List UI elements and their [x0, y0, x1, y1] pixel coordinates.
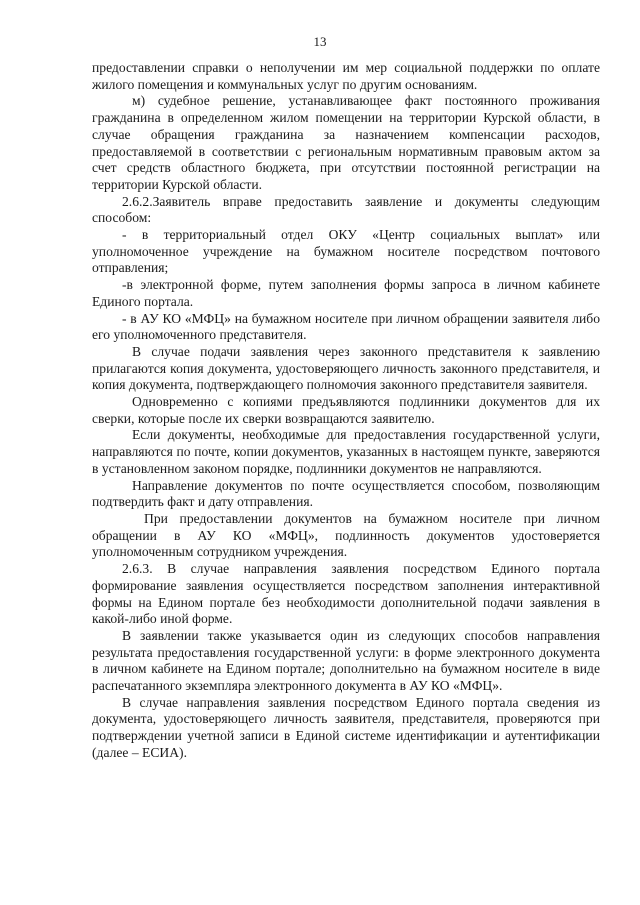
paragraph-section-2-6-2: 2.6.2.Заявитель вправе предоставить заявление и документы следующим способом: [92, 193, 600, 226]
paragraph-esia: В случае направления заявления посредством Единого портала сведения из документа, удостоверяющего личность заявителя, представителя, проверяются при подтверждении учетной записи в Единой системе идентификации и аутентификации (далее – ЕСИА). [92, 694, 600, 760]
paragraph-mailed-documents: Если документы, необходимые для предоставления государственной услуги, направляются по почте, копии документов, указанных в настоящем пункте, заверяются в установленном законом порядке, подлинники документов не направляются. [92, 427, 600, 476]
paragraph-result-delivery: В заявлении также указывается один из следующих способов направления результата предоставления государственной услуги: в форме электронного документа в личном кабинете на Едином портале; дополнительно на бумажном носителе в виде распечатанного экземпляра электронного документа в АУ КО «МФЦ». [92, 627, 600, 694]
paragraph-mail-method: Направление документов по почте осуществляется способом, позволяющим подтвердить факт и дату отправления. [92, 477, 600, 510]
document-body [92, 60, 600, 762]
paragraph-method-mfc: - в АУ КО «МФЦ» на бумажном носителе при личном обращении заявителя либо его уполномоченного представителя. [92, 310, 600, 343]
paragraph-originals: Одновременно с копиями предъявляются подлинники документов для их сверки, которые после их сверки возвращаются заявителю. [92, 394, 600, 426]
paragraph-continuation: предоставлении справки о неполучении им мер социальной поддержки по оплате жилого помещения и коммунальных услуг по другим основаниям. [92, 60, 600, 92]
paragraph-paper-authenticity: При предоставлении документов на бумажном носителе при личном обращении в АУ КО «МФЦ», подлинность документов удостоверяется уполномоченным сотрудником учреждения. [92, 510, 600, 560]
paragraph-method-post: - в территориальный отдел ОКУ «Центр социальных выплат» или уполномоченное учреждение на бумажном носителе посредством почтового отправления; [92, 227, 600, 276]
paragraph-section-2-6-3: 2.6.3. В случае направления заявления посредством Единого портала формирование заявления осуществляется посредством заполнения интерактивной формы на Едином портале без необходимости дополнительной подачи заявления в какой-либо иной форме. [92, 561, 600, 627]
paragraph-item-m: м) судебное решение, устанавливающее факт постоянного проживания гражданина в определенном жилом помещении на территории Курской области, в случае обращения гражданина за назначением компенсации расходов, предоставляемой в соответствии с региональным нормативным правовым актом за счет средств областного бюджета, при отсутствии постоянной регистрации на территории Курской области. [92, 93, 600, 192]
paragraph-legal-representative: В случае подачи заявления через законного представителя к заявлению прилагаются копия документа, удостоверяющего личность законного представителя, и копия документа, подтверждающего полномочия законного представителя заявителя. [92, 343, 600, 393]
page-number: 13 [313, 34, 327, 49]
paragraph-method-electronic: -в электронной форме, путем заполнения формы запроса в личном кабинете Единого портала. [92, 277, 600, 309]
